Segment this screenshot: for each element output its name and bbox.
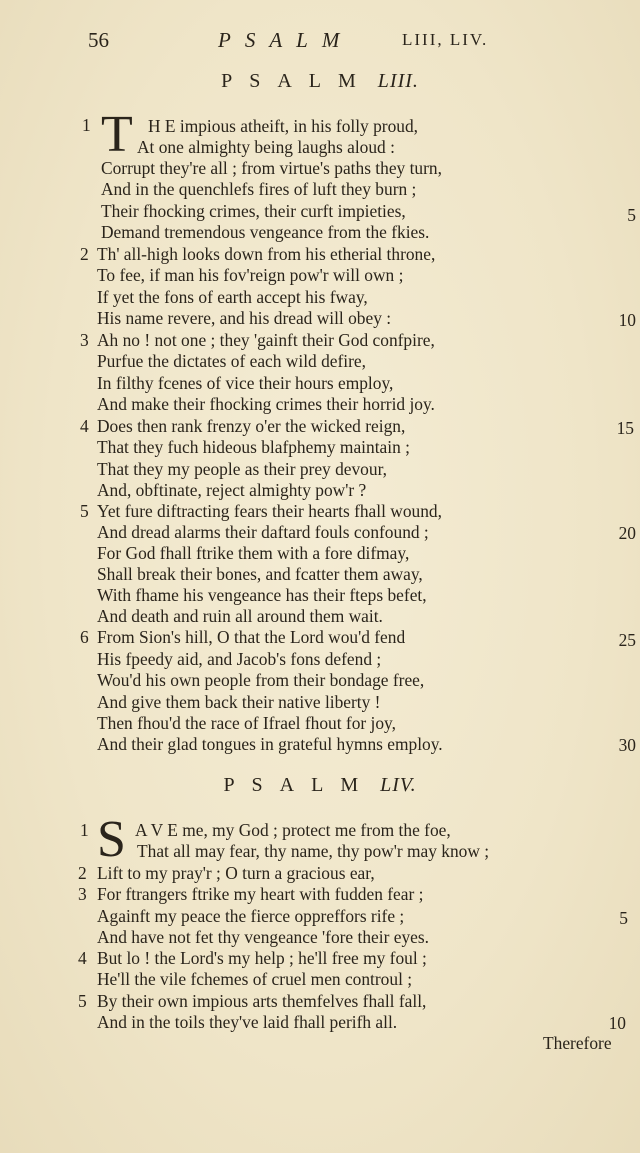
verse-line: And dread alarms their daftard fouls confound ; — [97, 522, 429, 542]
psalm-54-heading-word: PSALM — [223, 774, 376, 796]
verse-number: 5 — [80, 501, 89, 521]
verse-line: And in the quenchlefs fires of luft they burn ; — [101, 179, 417, 199]
psalm-53-heading — [0, 70, 640, 93]
page-number: 56 — [88, 28, 109, 52]
line-number: 15 — [616, 418, 634, 438]
verse-line: To fee, if man his fov'reign pow'r will own ; — [97, 265, 404, 285]
verse-line: Then fhou'd the race of Ifrael fhout for joy, — [97, 713, 396, 733]
verse-number: 1 — [82, 115, 91, 135]
verse-line: And, obftinate, reject almighty pow'r ? — [97, 480, 367, 500]
line-number: 30 — [618, 735, 636, 755]
verse-line: Ah no ! not one ; they 'gainft their God confpire, — [97, 330, 435, 350]
verse-line: And have not fet thy vengeance 'fore their eyes. — [97, 927, 429, 947]
verse-line: Their fhocking crimes, their curft impieties, — [101, 201, 406, 221]
verse-line: His fpeedy aid, and Jacob's fons defend ; — [97, 649, 382, 669]
verse-line: His name revere, and his dread will obey : — [97, 308, 392, 328]
verse-number: 2 — [78, 863, 87, 883]
psalm-53-drop-cap: T — [101, 106, 133, 163]
verse-line: And make their fhocking crimes their horrid joy. — [97, 394, 435, 414]
verse-line: And their glad tongues in grateful hymns employ. — [97, 734, 443, 754]
running-title: PSALM — [218, 28, 354, 52]
verse-line: Againft my peace the fierce oppreffors rife ; — [97, 906, 405, 926]
line-number: 10 — [608, 1013, 626, 1033]
verse-line: But lo ! the Lord's my help ; he'll free my foul ; — [97, 948, 427, 968]
verse-number: 6 — [80, 627, 89, 647]
verse-line: That all may fear, thy name, thy pow'r may know ; — [137, 841, 490, 861]
verse-number: 3 — [80, 330, 89, 350]
verse-line: Wou'd his own people from their bondage free, — [97, 670, 425, 690]
verse-line: And death and ruin all around them wait. — [97, 606, 383, 626]
line-number: 25 — [618, 630, 636, 650]
verse-line: With fhame his vengeance has their fteps befet, — [97, 585, 427, 605]
verse-line: That they my people as their prey devour, — [97, 459, 388, 479]
psalm-54-heading — [0, 774, 640, 797]
verse-line: If yet the fons of earth accept his fway, — [97, 287, 368, 307]
verse-line: Demand tremendous vengeance from the fkies. — [101, 222, 430, 242]
psalm-54-drop-cap: S — [97, 811, 126, 868]
verse-line: A V E me, my God ; protect me from the foe, — [135, 820, 451, 840]
verse-line: Corrupt they're all ; from virtue's paths they turn, — [101, 158, 442, 178]
verse-line: Lift to my pray'r ; O turn a gracious ear, — [97, 863, 375, 883]
psalm-54-heading-number: LIV. — [380, 774, 417, 796]
verse-line: That they fuch hideous blafphemy maintain ; — [97, 437, 410, 457]
psalm-53-heading-number: LIII. — [377, 70, 419, 92]
verse-line: In filthy fcenes of vice their hours employ, — [97, 373, 394, 393]
verse-number: 1 — [80, 820, 89, 840]
psalm-53-heading-word: PSALM — [221, 70, 373, 92]
verse-line: And give them back their native liberty ! — [97, 692, 381, 712]
line-number: 5 — [619, 908, 628, 928]
verse-line: From Sion's hill, O that the Lord wou'd fend — [97, 627, 406, 647]
verse-line: Purfue the dictates of each wild defire, — [97, 351, 366, 371]
line-number: 10 — [618, 310, 636, 330]
catchword: Therefore — [543, 1033, 612, 1053]
verse-number: 4 — [78, 948, 87, 968]
running-head — [0, 28, 640, 54]
line-number: 20 — [618, 523, 636, 543]
verse-line: Yet fure diftracting fears their hearts fhall wound, — [97, 501, 442, 521]
verse-line: He'll the vile fchemes of cruel men controul ; — [97, 969, 413, 989]
verse-number: 4 — [80, 416, 89, 436]
verse-line: For God fhall ftrike them with a fore difmay, — [97, 543, 410, 563]
verse-number: 2 — [80, 244, 89, 264]
verse-line: H E impious atheift, in his folly proud, — [148, 116, 419, 136]
verse-line: Does then rank frenzy o'er the wicked reign, — [97, 416, 406, 436]
running-psalm-numbers: LIII, LIV. — [402, 30, 489, 49]
verse-line: For ftrangers ftrike my heart with fudden fear ; — [97, 884, 424, 904]
verse-line: By their own impious arts themfelves fhall fall, — [97, 991, 427, 1011]
line-number: 5 — [627, 205, 636, 225]
verse-line: And in the toils they've laid fhall perifh all. — [97, 1012, 398, 1032]
verse-line: At one almighty being laughs aloud : — [137, 137, 395, 157]
verse-line: Th' all-high looks down from his etherial throne, — [97, 244, 436, 264]
verse-line: Shall break their bones, and fcatter them away, — [97, 564, 423, 584]
verse-number: 5 — [78, 991, 87, 1011]
verse-number: 3 — [78, 884, 87, 904]
